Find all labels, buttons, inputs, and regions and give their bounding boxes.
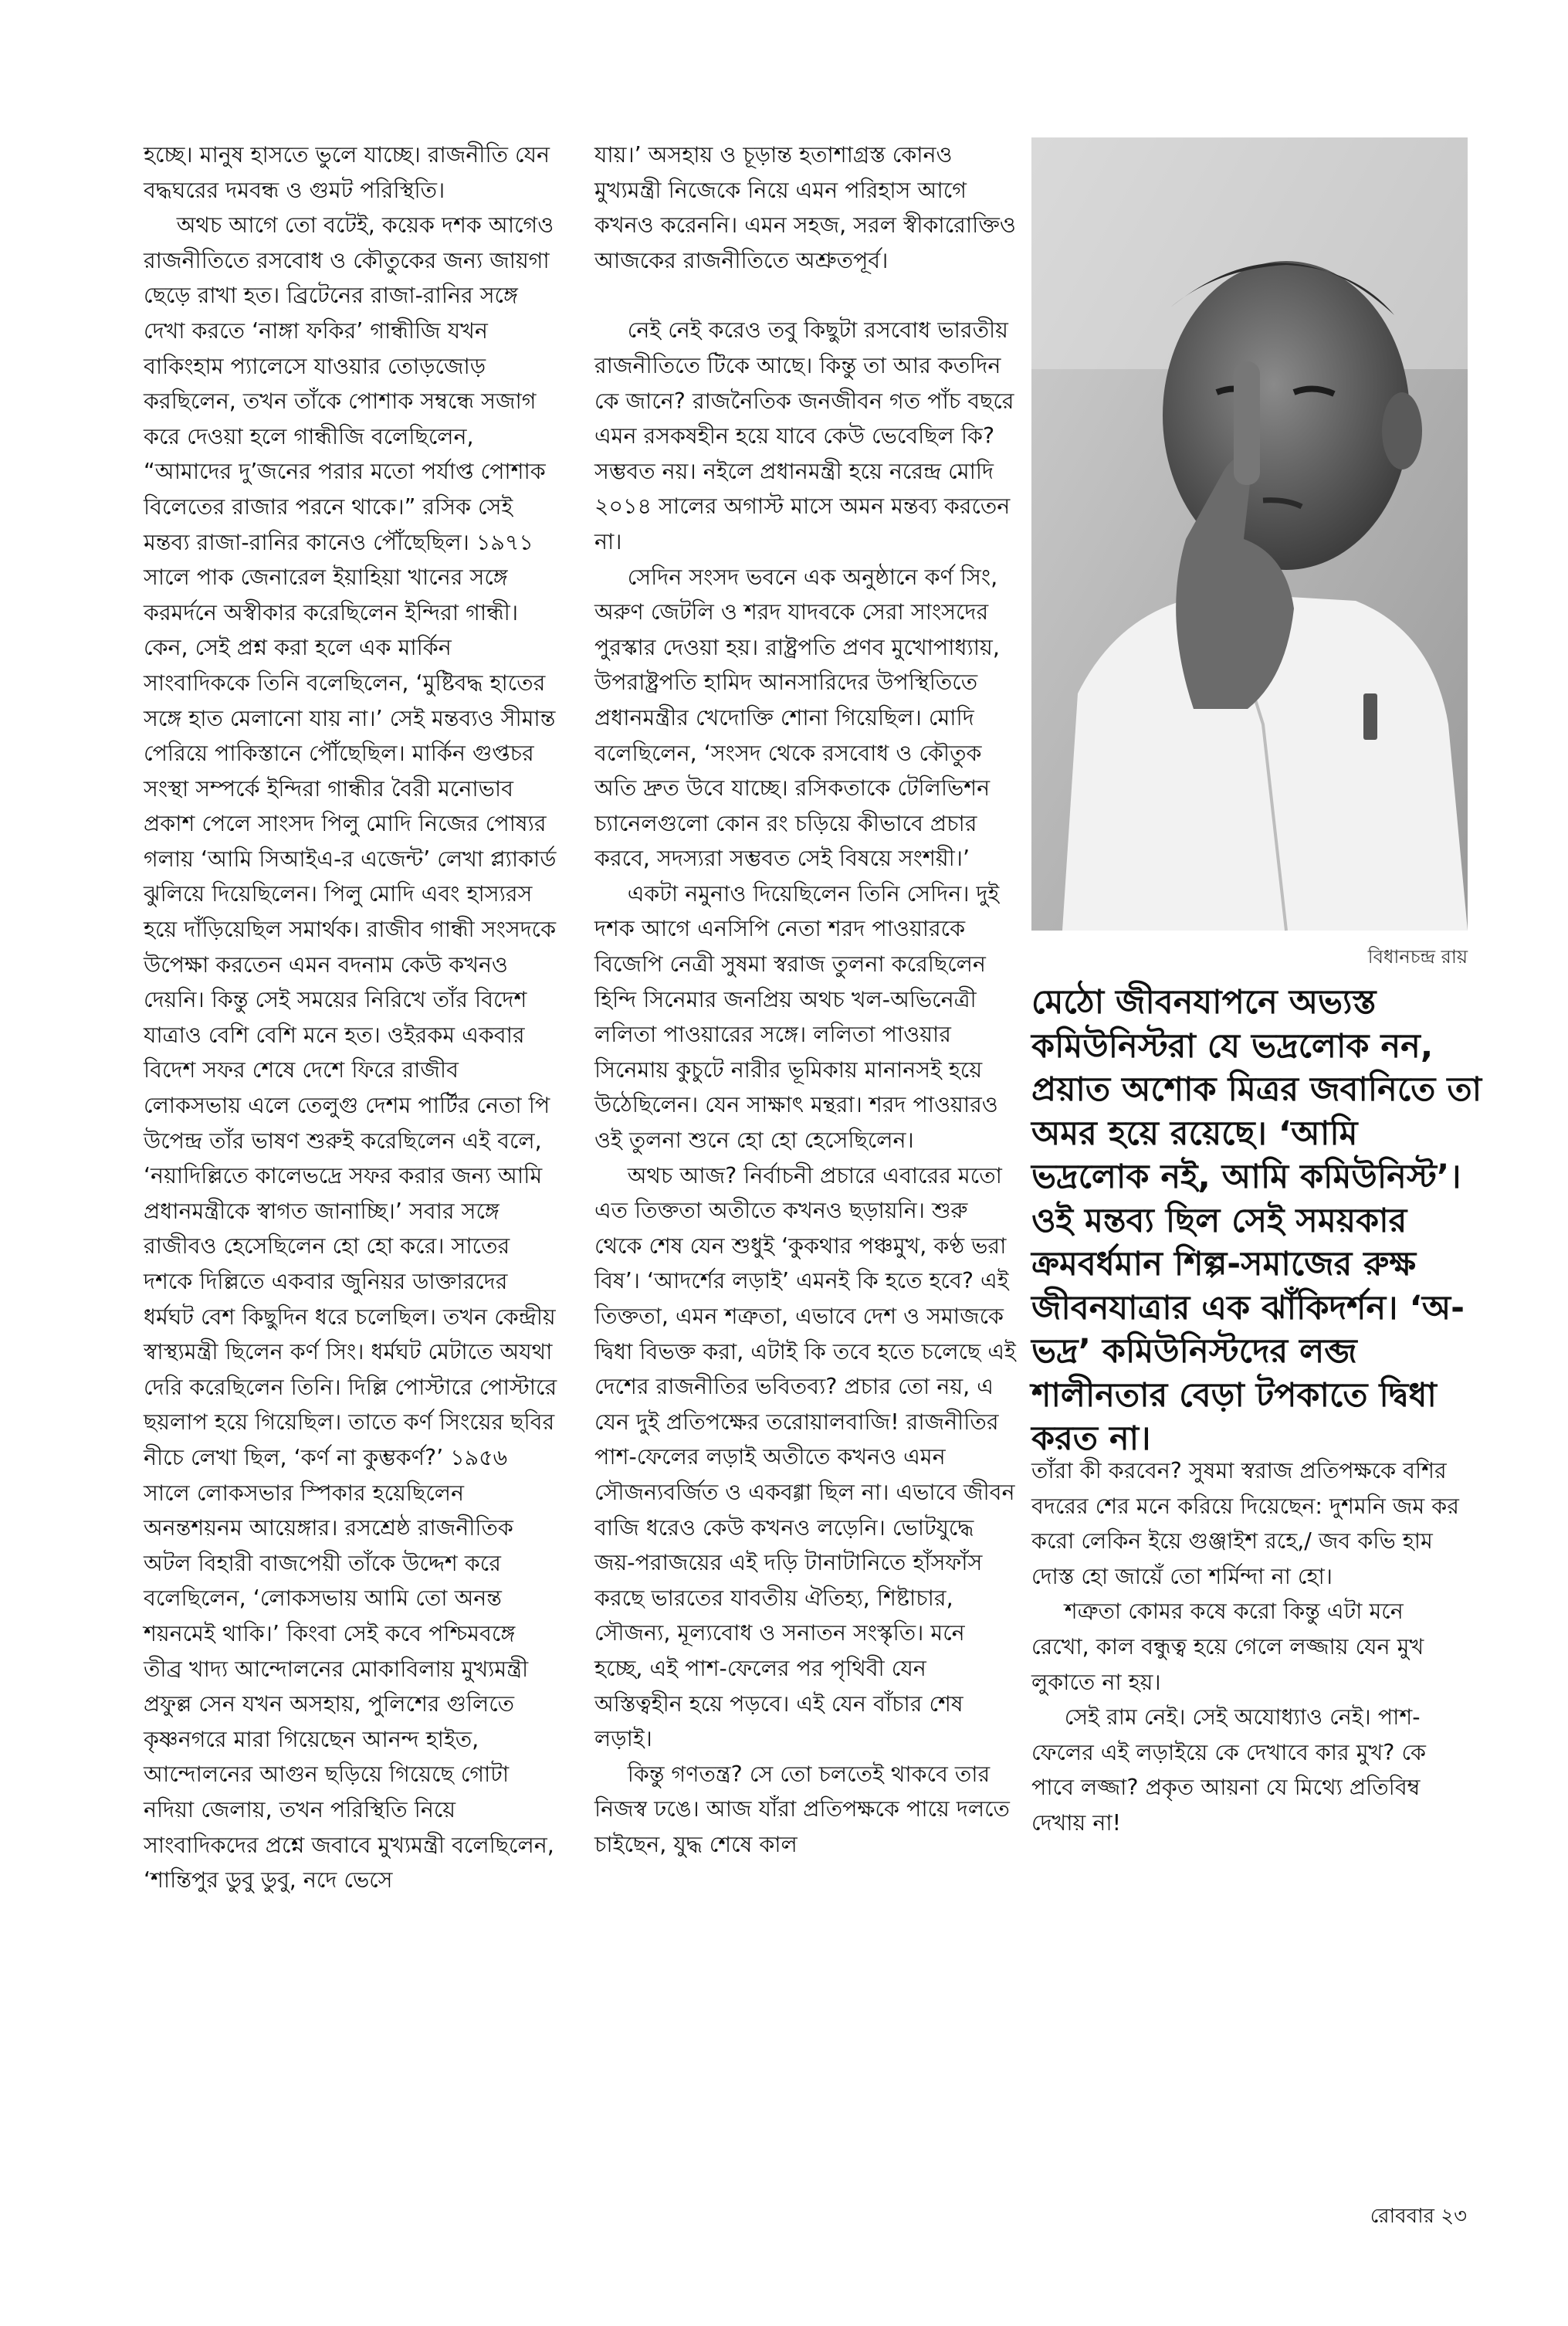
paragraph: শত্রুতা কোমর কষে করো কিন্তু এটা মনে রেখো, কাল বন্ধুত্ব হয়ে গেলে লজ্জায় যেন মুখ লুকাতে না হয়।	[1031, 1599, 1424, 1695]
paragraph: সেদিন সংসদ ভবনে এক অনুষ্ঠানে কর্ণ সিং, অরুণ জেটলি ও শরদ যাদবকে সেরা সাংসদের পুরস্কার দেওয়া হয়। রাষ্ট্রপতি প্রণব মুখোপাধ্যায়, উপরাষ্ট্রপতি হামিদ আনসারিদের উপস্থিতিতে প্রধানমন্ত্রীর খেদোক্তি শোনা গিয়েছিল। মোদি বলেছিলেন, ‘সংসদ থেকে রসবোধ ও কৌতুক অতি দ্রুত উবে যাচ্ছে। রসিকতাকে টেলিভিশন চ্যানেলগুলো কোন রং চড়িয়ে কীভাবে প্রচার করবে, সদস্যরা সম্ভবত সেই বিষয়ে সংশয়ী।’	[594, 564, 1000, 872]
paragraph: সেই রাম নেই। সেই অযোধ্যাও নেই। পাশ-ফেলের এই লড়াইয়ে কে দেখাবে কার মুখ? কে পাবে লজ্জা? প্রকৃত আয়না যে মিথ্যে প্রতিবিম্ব দেখায় না!	[1031, 1704, 1426, 1836]
paragraph: যায়।’ অসহায় ও চূড়ান্ত হতাশাগ্রস্ত কোনও মুখ্যমন্ত্রী নিজেকে নিয়ে এমন পরিহাস আগে কখনও করেননি। এমন সহজ, সরল স্বীকারোক্তিও আজকের রাজনীতিতে অশ্রুতপূর্ব।	[594, 142, 1016, 273]
paragraph: কিন্তু গণতন্ত্র? সে তো চলতেই থাকবে তার নিজস্ব ঢঙে। আজ যাঁরা প্রতিপক্ষকে পায়ে দলতে চাইছেন, যুদ্ধ শেষে কাল	[594, 1761, 1010, 1857]
paragraph: হচ্ছে। মানুষ হাসতে ভুলে যাচ্ছে। রাজনীতি যেন বদ্ধঘরের দমবন্ধ ও গুমট পরিস্থিতি।	[144, 142, 550, 203]
portrait-photo	[1031, 137, 1468, 931]
paragraph: একটা নমুনাও দিয়েছিলেন তিনি সেদিন। দুই দশক আগে এনসিপি নেতা শরদ পাওয়ারকে বিজেপি নেত্রী সুষমা স্বরাজ তুলনা করেছিলেন হিন্দি সিনেমার জনপ্রিয় অথচ খল-অভিনেত্রী ললিতা পাওয়ারের সঙ্গে। ললিতা পাওয়ার সিনেমায় কুচুটে নারীর ভূমিকায় মানানসই হয়ে উঠেছিলেন। যেন সাক্ষাৎ মন্থরা। শরদ পাওয়ারও ওই তুলনা শুনে হো হো হেসেছিলেন।	[594, 880, 1000, 1154]
paragraph: নেই নেই করেও তবু কিছুটা রসবোধ ভারতীয় রাজনীতিতে টিকে আছে। কিন্তু তা আর কতদিন কে জানে? রাজনৈতিক জনজীবন গত পাঁচ বছরে এমন রসকষহীন হয়ে যাবে কেউ ভেবেছিল কি? সম্ভবত নয়। নইলে প্রধানমন্ত্রী হয়ে নরেন্দ্র মোদি ২০১৪ সালের অগাস্ট মাসে অমন মন্তব্য করতেন না।	[594, 317, 1014, 554]
article-column-3	[1031, 1453, 1468, 2195]
photo-caption: বিধানচন্দ্র রায়	[1367, 946, 1468, 968]
paragraph: অথচ আজ? নির্বাচনী প্রচারে এবারের মতো এত তিক্ততা অতীতে কখনও ছড়ায়নি। শুরু থেকে শেষ যেন শুধুই ‘কুকথার পঞ্চমুখ, কণ্ঠ ভরা বিষ’। ‘আদর্শের লড়াই’ এমনই কি হতে হবে? এই তিক্ততা, এমন শত্রুতা, এভাবে দেশ ও সমাজকে দ্বিধা বিভক্ত করা, এটাই কি তবে হতে চলেছে এই দেশের রাজনীতির ভবিতব্য? প্রচার তো নয়, এ যেন দুই প্রতিপক্ষের তরোয়ালবাজি! রাজনীতির পাশ-ফেলের লড়াই অতীতে কখনও এমন সৌজন্যবর্জিত ও একবগ্গা ছিল না। এভাবে জীবন বাজি ধরেও কেউ কখনও লড়েনি। ভোটযুদ্ধে জয়-পরাজয়ের এই দড়ি টানাটানিতে হাঁসফাঁস করছে ভারতের যাবতীয় ঐতিহ্য, শিষ্টাচার, সৌজন্য, মূল্যবোধ ও সনাতন সংস্কৃতি। মনে হচ্ছে, এই পাশ-ফেলের পর পৃথিবী যেন অস্তিত্বহীন হয়ে পড়বে। এই যেন বাঁচার শেষ লড়াই।	[594, 1162, 1016, 1752]
article-column-2	[594, 137, 1019, 2223]
paragraph: তাঁরা কী করবেন? সুষমা স্বরাজ প্রতিপক্ষকে বশির বদরের শের মনে করিয়ে দিয়েছেন: দুশমনি জম কর করো লেকিন ইয়ে গুঞ্জাইশ রহে,/ জব কভি হাম দোস্ত হো জায়েঁ তো শর্মিন্দা না হো।	[1031, 1458, 1459, 1589]
article-column-1	[144, 137, 560, 2223]
page-footer: রোববার ২৩	[1370, 2205, 1467, 2228]
paragraph: অথচ আগে তো বটেই, কয়েক দশক আগেও রাজনীতিতে রসবোধ ও কৌতুকের জন্য জায়গা ছেড়ে রাখা হত। ব্রিটেনের রাজা-রানির সঙ্গে দেখা করতে ‘নাঙ্গা ফকির’ গান্ধীজি যখন বাকিংহাম প্যালেসে যাওয়ার তোড়জোড় করছিলেন, তখন তাঁকে পোশাক সম্বন্ধে সজাগ করে দেওয়া হলে গান্ধীজি বলেছিলেন, “আমাদের দু’জনের পরার মতো পর্যাপ্ত পোশাক বিলেতের রাজার পরনে থাকে।” রসিক সেই মন্তব্য রাজা-রানির কানেও পৌঁছেছিল। ১৯৭১ সালে পাক জেনারেল ইয়াহিয়া খানের সঙ্গে করমর্দনে অস্বীকার করেছিলেন ইন্দিরা গান্ধী। কেন, সেই প্রশ্ন করা হলে এক মার্কিন সাংবাদিককে তিনি বলেছিলেন, ‘মুষ্টিবদ্ধ হাতের সঙ্গে হাত মেলানো যায় না।’ সেই মন্তব্যও সীমান্ত পেরিয়ে পাকিস্তানে পৌঁছেছিল। মার্কিন গুপ্তচর সংস্থা সম্পর্কে ইন্দিরা গান্ধীর বৈরী মনোভাব প্রকাশ পেলে সাংসদ পিলু মোদি নিজের পোষ্যর গলায় ‘আমি সিআইএ-র এজেন্ট’ লেখা প্ল্যাকার্ড ঝুলিয়ে দিয়েছিলেন। পিলু মোদি এবং হাস্যরস হয়ে দাঁড়িয়েছিল সমার্থক। রাজীব গান্ধী সংসদকে উপেক্ষা করতেন এমন বদনাম কেউ কখনও দেয়নি। কিন্তু সেই সময়ের নিরিখে তাঁর বিদেশ যাত্রাও বেশি বেশি মনে হত। ওইরকম একবার বিদেশ সফর শেষে দেশে ফিরে রাজীব লোকসভায় এলে তেলুগু দেশম পার্টির নেতা পি উপেন্দ্র তাঁর ভাষণ শুরুই করেছিলেন এই বলে, ‘নয়াদিল্লিতে কালেভদ্রে সফর করার জন্য আমি প্রধানমন্ত্রীকে স্বাগত জানাচ্ছি।’ সবার সঙ্গে রাজীবও হেসেছিলেন হো হো করে। সাতের দশকে দিল্লিতে একবার জুনিয়র ডাক্তারদের ধর্মঘট বেশ কিছুদিন ধরে চলেছিল। তখন কেন্দ্রীয় স্বাস্থ্যমন্ত্রী ছিলেন কর্ণ সিং। ধর্মঘট মেটাতে অযথা দেরি করেছিলেন তিনি। দিল্লি পোস্টারে পোস্টারে ছয়লাপ হয়ে গিয়েছিল। তাতে কর্ণ সিংয়ের ছবির নীচে লেখা ছিল, ‘কর্ণ না কুম্ভকর্ণ?’ ১৯৫৬ সালে লোকসভার স্পিকার হয়েছিলেন অনন্তশয়নম আয়েঙ্গার। রসশ্রেষ্ঠ রাজনীতিক অটল বিহারী বাজপেয়ী তাঁকে উদ্দেশ করে বলেছিলেন, ‘লোকসভায় আমি তো অনন্ত শয়নমেই থাকি।’ কিংবা সেই কবে পশ্চিমবঙ্গে তীব্র খাদ্য আন্দোলনের মোকাবিলায় মুখ্যমন্ত্রী প্রফুল্ল সেন যখন অসহায়, পুলিশের গুলিতে কৃষ্ণনগরে মারা গিয়েছেন আনন্দ হাইত, আন্দোলনের আগুন ছড়িয়ে গিয়েছে গোটা নদিয়া জেলায়, তখন পরিস্থিতি নিয়ে সাংবাদিকদের প্রশ্নে জবাবে মুখ্যমন্ত্রী বলেছিলেন, ‘শান্তিপুর ডুবু ডুবু, নদে ভেসে	[144, 212, 557, 1894]
pull-quote: মেঠো জীবনযাপনে অভ্যস্ত কমিউনিস্টরা যে ভদ্রলোক নন, প্রয়াত অশোক মিত্রর জবানিতে তা অমর হয়ে রয়েছে। ‘আমি ভদ্রলোক নই, আমি কমিউনিস্ট’। ওই মন্তব্য ছিল সেই সময়কার ক্রমবর্ধমান শিল্প-সমাজের রুক্ষ জীবনযাত্রার এক ঝাঁকিদর্শন। ‘অ-ভদ্র’ কমিউনিস্টদের লব্জ শালীনতার বেড়া টপকাতে দ্বিধা করত না।	[1031, 983, 1482, 1458]
